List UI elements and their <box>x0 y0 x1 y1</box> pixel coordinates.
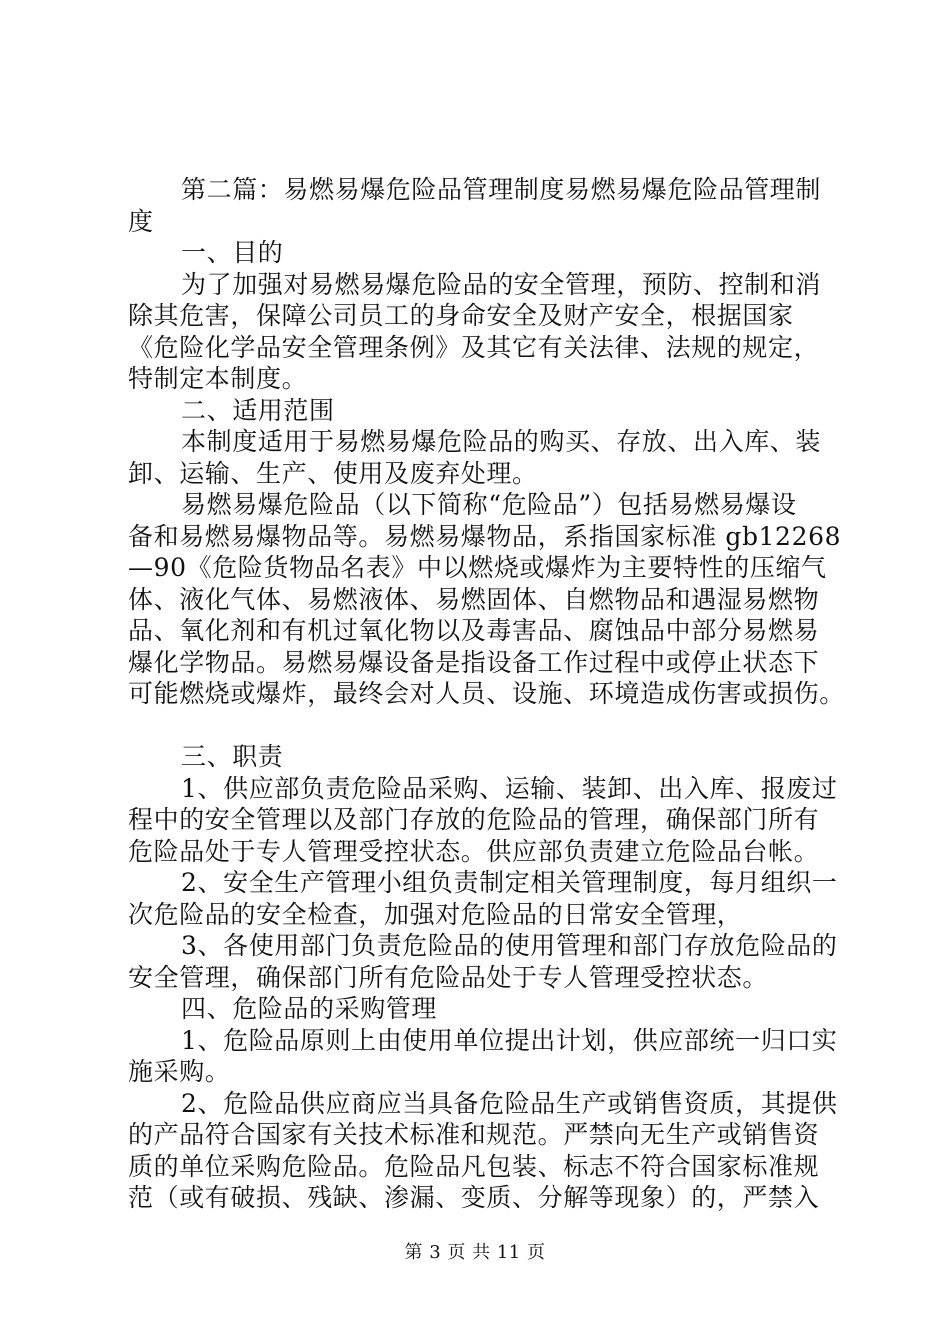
text-line: 度 <box>128 206 154 236</box>
text-line: 安全管理，确保部门所有危险品处于专人管理受控状态。 <box>128 962 769 992</box>
text-line: 四、危险品的采购管理 <box>181 994 438 1023</box>
text-line: 本制度适用于易燃易爆危险品的购买、存放、出入库、装 <box>181 427 822 456</box>
text-line: 三、职责 <box>181 742 284 771</box>
text-line: 易燃易爆危险品（以下简称“危险品”）包括易燃易爆设 <box>181 490 797 519</box>
document-body <box>128 174 845 1214</box>
text-line: 2、安全生产管理小组负责制定相关管理制度，每月组织一 <box>181 868 838 897</box>
text-line: 1、供应部负责危险品采购、运输、装卸、出入库、报废过 <box>181 773 838 803</box>
text-line: 2、危险品供应商应当具备危险品生产或销售资质，其提供 <box>181 1088 838 1118</box>
text-line: 3、各使用部门负责危险品的使用管理和部门存放危险品的 <box>181 931 838 960</box>
text-line: 第二篇：易燃易爆危险品管理制度易燃易爆危险品管理制 <box>181 175 822 204</box>
text-line: —90《危险货物品名表》中以燃烧或爆炸为主要特性的压缩气 <box>128 553 827 582</box>
blank-line <box>128 710 834 742</box>
text-line: 次危险品的安全检查，加强对危险品的日常安全管理， <box>128 899 743 929</box>
text-line: 危险品处于专人管理受控状态。供应部负责建立危险品台帐。 <box>128 836 820 866</box>
text-line: 施采购。 <box>128 1057 231 1086</box>
text-line: 的产品符合国家有关技术标准和规范。严禁向无生产或销售资 <box>128 1120 820 1149</box>
text-line: 体、液化气体、易燃液体、易燃固体、自燃物品和遇湿易燃物 <box>128 584 820 614</box>
text-line: 备和易燃易爆物品等。易燃易爆物品，系指国家标准 gb12268 <box>128 521 842 551</box>
text-line: 一、目的 <box>181 238 284 267</box>
text-line: 质的单位采购危险品。危险品凡包装、标志不符合国家标准规 <box>128 1151 820 1181</box>
page-footer: 第 3 页 共 11 页 <box>404 1242 546 1263</box>
text-line: 可能燃烧或爆炸，最终会对人员、设施、环境造成伤害或损伤。 <box>128 679 845 708</box>
text-line: 范（或有破损、残缺、渗漏、变质、分解等现象）的，严禁入 <box>128 1183 820 1212</box>
text-line: 为了加强对易燃易爆危险品的安全管理，预防、控制和消 <box>181 269 822 299</box>
text-line: 程中的安全管理以及部门存放的危险品的管理，确保部门所有 <box>128 805 820 834</box>
text-line: 卸、运输、生产、使用及废弃处理。 <box>128 458 538 488</box>
text-line: 品、氧化剂和有机过氧化物以及毒害品、腐蚀品中部分易燃易 <box>128 616 820 645</box>
text-line: 特制定本制度。 <box>128 364 308 393</box>
text-line: 1、危险品原则上由使用单位提出计划，供应部统一归口实 <box>181 1025 838 1055</box>
text-line: 除其危害，保障公司员工的身命安全及财产安全，根据国家 <box>128 301 794 330</box>
text-line: 爆化学物品。易燃易爆设备是指设备工作过程中或停止状态下 <box>128 647 820 677</box>
text-line: 二、适用范围 <box>181 395 335 425</box>
text-line: 《危险化学品安全管理条例》及其它有关法律、法规的规定， <box>128 332 820 362</box>
